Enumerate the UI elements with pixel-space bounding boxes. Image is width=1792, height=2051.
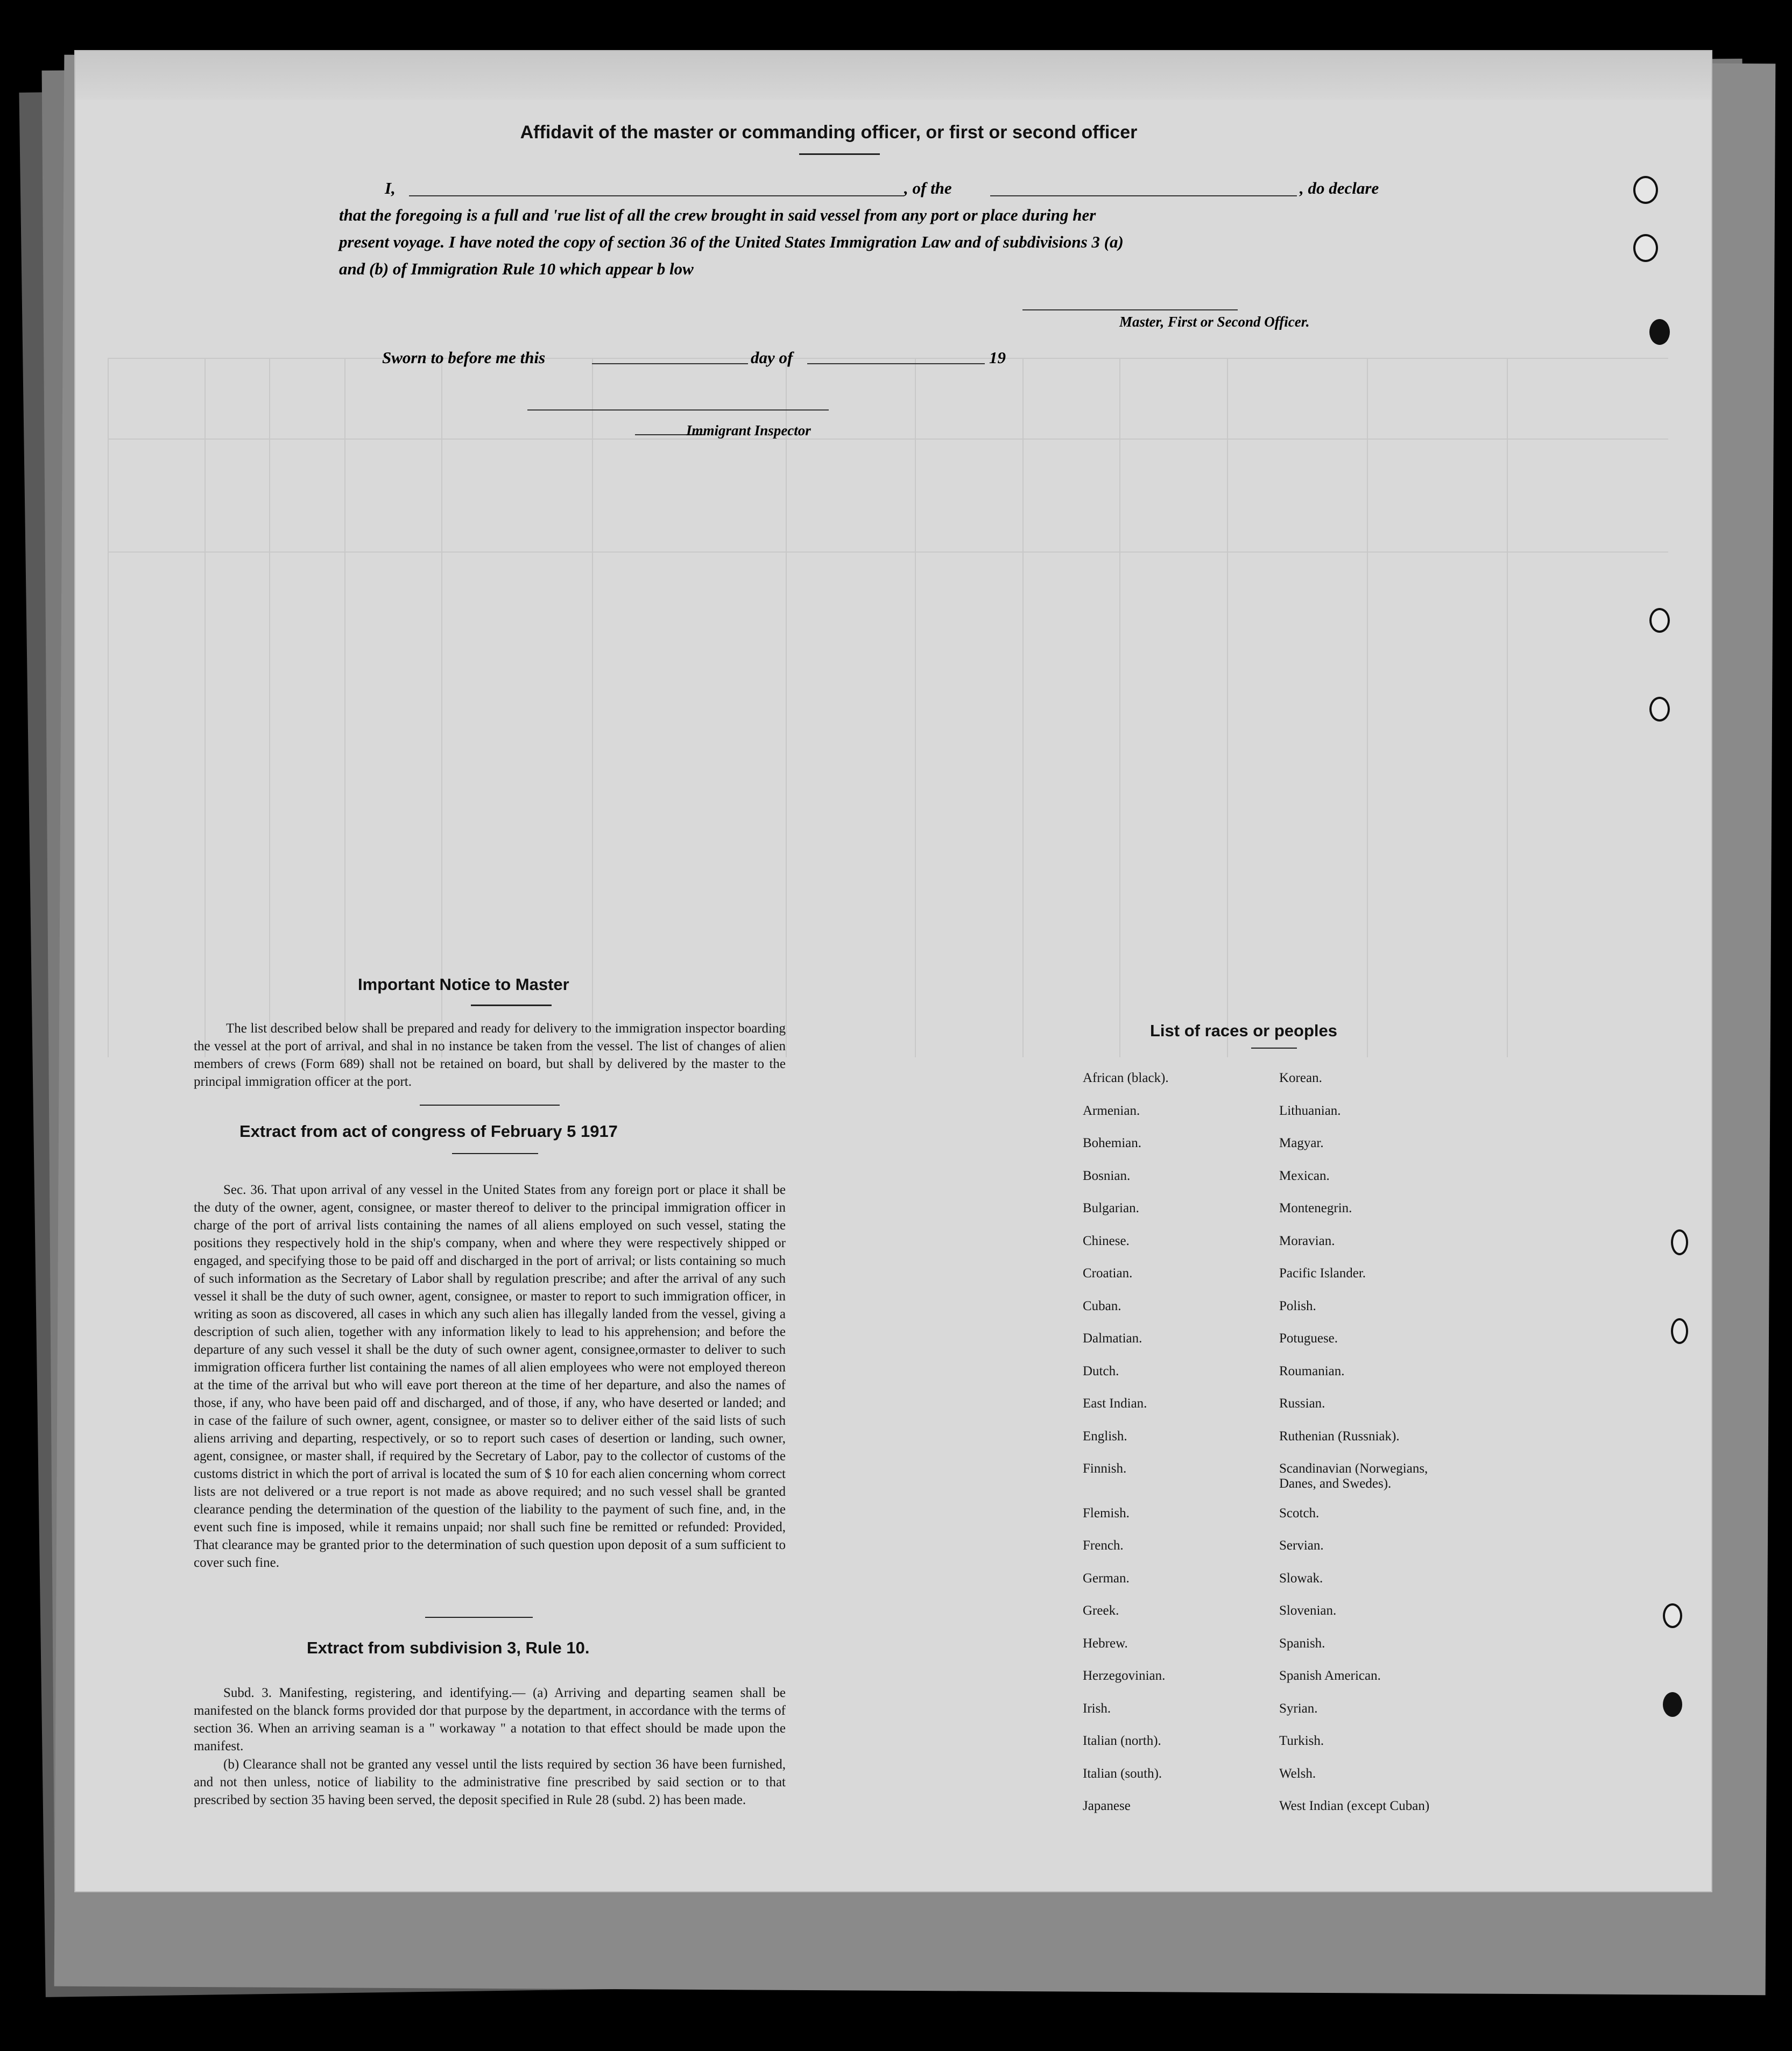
race-item: Armenian. bbox=[1083, 1103, 1140, 1118]
race-item: Irish. bbox=[1083, 1701, 1111, 1716]
binder-hole bbox=[1649, 608, 1670, 633]
race-item: Cuban. bbox=[1083, 1298, 1121, 1313]
race-item: German. bbox=[1083, 1571, 1130, 1586]
races-title: List of races or peoples bbox=[1150, 1021, 1337, 1040]
race-item: Syrian. bbox=[1279, 1701, 1318, 1716]
binder-hole bbox=[1663, 1603, 1682, 1628]
race-item: Finnish. bbox=[1083, 1461, 1127, 1476]
binder-hole bbox=[1633, 176, 1658, 204]
race-item: Italian (south). bbox=[1083, 1766, 1162, 1781]
race-item: Croatian. bbox=[1083, 1266, 1133, 1281]
race-item: Flemish. bbox=[1083, 1505, 1130, 1520]
binder-hole bbox=[1633, 234, 1658, 262]
race-item: Moravian. bbox=[1279, 1233, 1335, 1248]
race-item: Hebrew. bbox=[1083, 1636, 1128, 1651]
sworn-month-blank[interactable] bbox=[807, 363, 985, 364]
race-item: Montenegrin. bbox=[1279, 1201, 1352, 1215]
document-page bbox=[75, 51, 1711, 1891]
bleed-through-header bbox=[75, 51, 1711, 100]
race-item: Welsh. bbox=[1279, 1766, 1316, 1781]
race-item: Dutch. bbox=[1083, 1363, 1119, 1378]
name-blank[interactable] bbox=[409, 195, 904, 196]
binder-hole bbox=[1649, 697, 1670, 722]
race-item: Korean. bbox=[1279, 1071, 1322, 1085]
notice-divider bbox=[420, 1105, 560, 1106]
race-item: Dalmatian. bbox=[1083, 1331, 1142, 1346]
affidavit-line-4: and (b) of Immigration Rule 10 which appear b low bbox=[339, 259, 694, 278]
race-item: Bulgarian. bbox=[1083, 1201, 1139, 1215]
race-item: Magyar. bbox=[1279, 1136, 1324, 1150]
affidavit-of-the: , of the bbox=[904, 179, 952, 197]
affidavit-title: Affidavit of the master or commanding officer, or first or second officer bbox=[520, 122, 1138, 143]
race-item: English. bbox=[1083, 1428, 1127, 1444]
race-item: West Indian (except Cuban) bbox=[1279, 1799, 1430, 1813]
race-item: Italian (north). bbox=[1083, 1734, 1161, 1748]
race-item: African (black). bbox=[1083, 1071, 1169, 1085]
race-item: Potuguese. bbox=[1279, 1331, 1338, 1346]
race-item: Bosnian. bbox=[1083, 1168, 1131, 1183]
race-item: Bohemian. bbox=[1083, 1136, 1142, 1150]
master-signature-line[interactable] bbox=[1022, 309, 1238, 310]
race-item: Pacific Islander. bbox=[1279, 1266, 1366, 1281]
race-item: Herzegovinian. bbox=[1083, 1668, 1166, 1683]
sworn-prefix: Sworn to before me this bbox=[382, 348, 546, 367]
race-item: Greek. bbox=[1083, 1603, 1119, 1618]
race-item: Slowak. bbox=[1279, 1571, 1323, 1586]
notice-rule bbox=[471, 1005, 552, 1006]
race-item: Russian. bbox=[1279, 1396, 1325, 1411]
race-item: Servian. bbox=[1279, 1538, 1324, 1553]
affidavit-do-declare: , do declare bbox=[1300, 179, 1379, 197]
race-item: Ruthenian (Russniak). bbox=[1279, 1428, 1400, 1444]
notice-title: Important Notice to Master bbox=[358, 975, 569, 994]
sworn-day-of: day of bbox=[751, 348, 793, 367]
race-item: French. bbox=[1083, 1538, 1124, 1553]
race-item: Scotch. bbox=[1279, 1505, 1320, 1520]
affidavit-line-3: present voyage. I have noted the copy of section 36 of the United States Immigration Law and of subdivisions 3 (a) bbox=[339, 232, 1124, 251]
affidavit-i: I, bbox=[385, 179, 396, 197]
extract-rule-body-a: Subd. 3. Manifesting, registering, and identifying.— (a) Arriving and departing seamen shall be manifested on the blanck forms provided dor that purpose by the department, in accordance with the terms of section 36. When an arriving seaman is a " workaway " a notation to that effect should be made upon the manifest. bbox=[194, 1686, 786, 1753]
race-item: East Indian. bbox=[1083, 1396, 1147, 1411]
race-item: Polish. bbox=[1279, 1298, 1316, 1313]
master-label: Master, First or Second Officer. bbox=[1119, 314, 1310, 330]
sworn-year: 19 bbox=[989, 348, 1006, 367]
race-item: Roumanian. bbox=[1279, 1363, 1345, 1378]
extract-act-body: Sec. 36. That upon arrival of any vessel in the United States from any foreign port or place it shall be the duty of the owner, agent, consignee, or master thereof to deliver to the principal immigration officer in charge of the port of arrival lists containing the names of all aliens employed on such vessel, stating the positions they respectively hold in the ship's company, when and where they were respectively shipped or engaged, and specifying those to be paid off and discharged in the port of arrival; or lists containing so much of such information as the Secretary of Labor shall by regulation prescribe; and after the arrival of any such vessel it shall be the duty of such owner, agent, consignee, or master to report to such immigration officer, in writing as soon as discovered, all cases in which any such alien has illegally landed from the vessel, giving a description of such alien, together with any information likely to lead to his apprehension; and before the departure of any such vessel it shall be the duty of such owner agent, consignee,ormaster to deliver to such immigration officera further list containing the names of all alien employees who were not employed thereon at the time of the arrival but who will eave port thereon at the time of her departure, and also the names of those, if any, who have been paid off and discharged, and of those, if any, who have deserted or landed; and in case of the failure of such owner, agent, consignee, or master so to deliver either of the said lists of such aliens arriving and departing, respectively, or so to report such cases of desertion or landing, such owner, agent, consignee, or master shall, if required by the Secretary of Labor, pay to the collector of customs of the customs district in which the port of arrival is located the sum of $ 10 for each alien concerning whom correct lists are not delivered or a true report is not made as above required; and no such vessel shall be granted clearance pending the determination of the question of the liability to the payment of such fine, and, in the event such fine is imposed, while it remains unpaid; nor shall such fine be remitted or refunded: Provided, That clearance may be granted prior to the determination of such question upon deposit of a sum sufficient to cover such fine. bbox=[194, 1183, 786, 1570]
title-rule bbox=[799, 153, 880, 155]
vessel-blank[interactable] bbox=[990, 195, 1297, 196]
race-item: Spanish American. bbox=[1279, 1668, 1381, 1683]
binder-hole bbox=[1649, 319, 1670, 345]
sworn-day-blank[interactable] bbox=[592, 363, 748, 364]
extract-rule-body-b: (b) Clearance shall not be granted any vessel until the lists required by section 36 have been furnished, and not then unless, notice of liability to the administrative fine prescribed by said section or to that prescribed by section 35 having been served, the deposit specified in Rule 28 (subd. 2) has been made. bbox=[194, 1757, 786, 1807]
binder-hole bbox=[1663, 1692, 1682, 1717]
extract-act-title: Extract from act of congress of February 5 1917 bbox=[239, 1122, 618, 1141]
race-item: Spanish. bbox=[1279, 1636, 1325, 1651]
notice-body: The list described below shall be prepared and ready for delivery to the immigration inspector boarding the vessel at the port of arrival, and shal in no instance be taken from the vessel. The list of changes of alien members of crews (Form 689) shall not be retained on board, but shall by delivered by the master to the principal immigration officer at the port. bbox=[194, 1021, 786, 1089]
race-item: Mexican. bbox=[1279, 1168, 1330, 1183]
extract-rule-title: Extract from subdivision 3, Rule 10. bbox=[307, 1638, 590, 1657]
inspector-signature-line-1[interactable] bbox=[527, 409, 829, 411]
race-item: Scandinavian (Norwegians, Danes, and Swedes). bbox=[1279, 1461, 1428, 1491]
binder-hole bbox=[1671, 1318, 1688, 1344]
bleed-through-grid bbox=[108, 358, 1668, 1057]
race-item: Chinese. bbox=[1083, 1233, 1130, 1248]
race-item: Slovenian. bbox=[1279, 1603, 1337, 1618]
affidavit-line-2: that the foregoing is a full and 'rue list of all the crew brought in said vessel from any port or place during her bbox=[339, 206, 1096, 224]
extract-act-rule bbox=[452, 1153, 538, 1154]
race-item: Turkish. bbox=[1279, 1734, 1324, 1748]
race-item: Japanese bbox=[1083, 1799, 1131, 1813]
extract-divider bbox=[425, 1617, 533, 1618]
race-item: Lithuanian. bbox=[1279, 1103, 1341, 1118]
binder-hole bbox=[1671, 1229, 1688, 1255]
inspector-label: Immigrant Inspector bbox=[686, 422, 811, 439]
races-rule bbox=[1251, 1048, 1297, 1049]
